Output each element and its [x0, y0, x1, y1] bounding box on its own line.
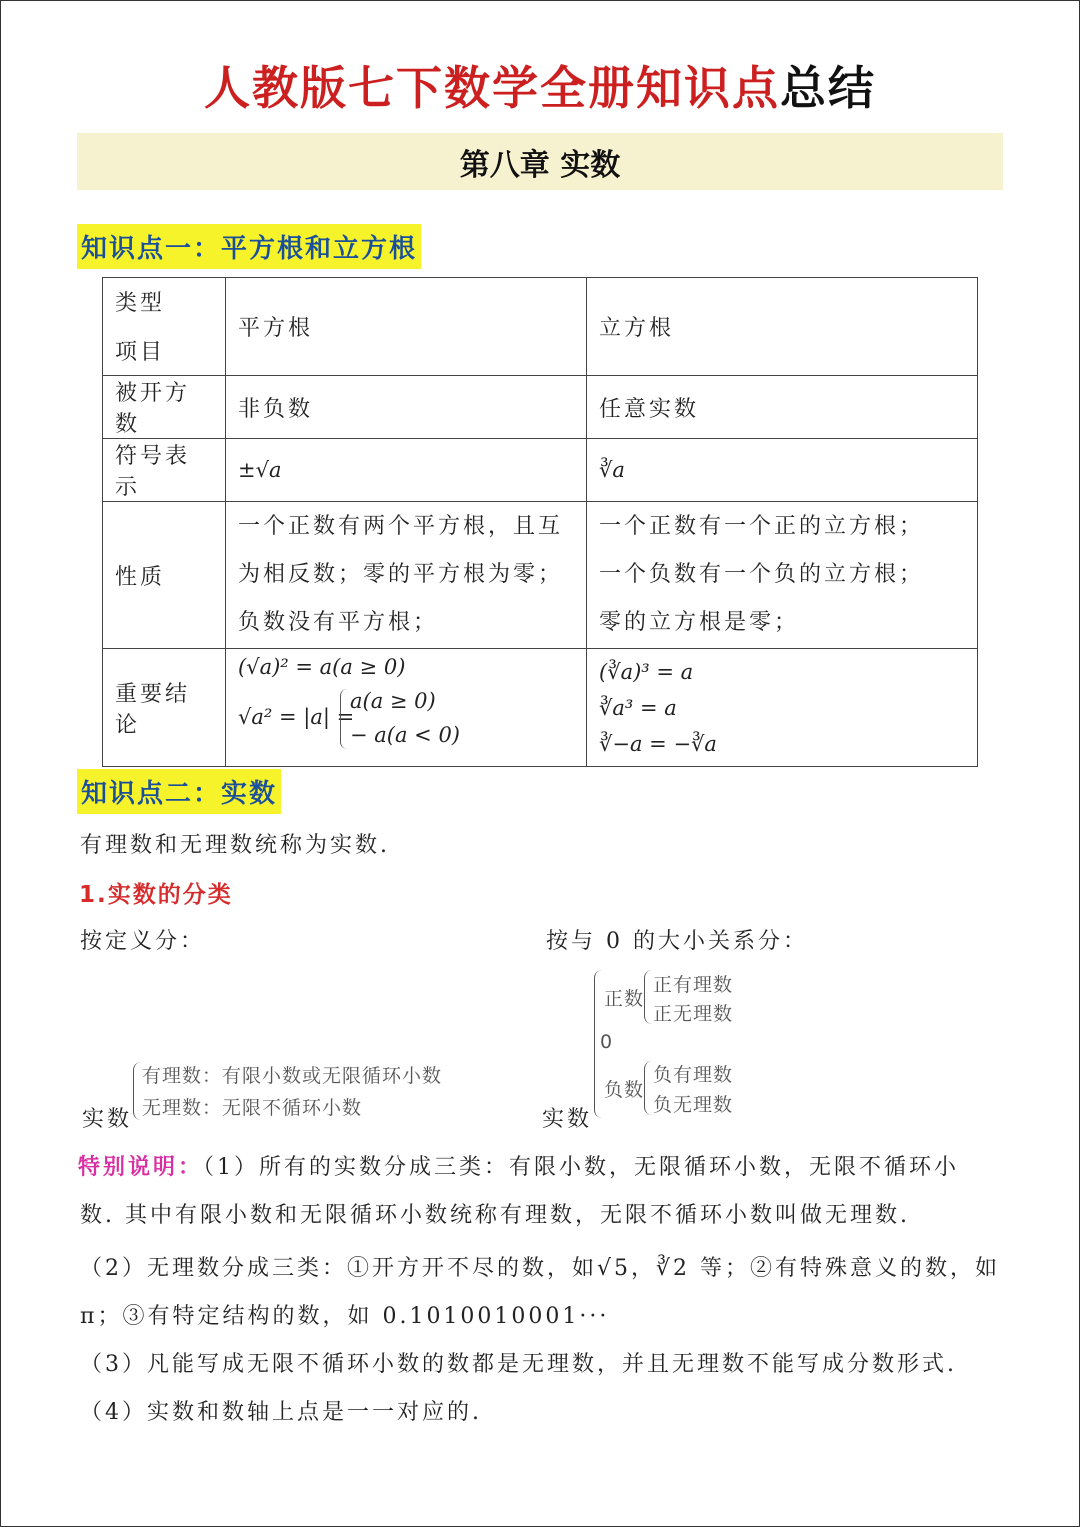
header-square-root: 平方根 [226, 278, 587, 376]
text-line: 一个正数有两个平方根，且互 [238, 514, 564, 539]
formula-cell: ±√a [226, 439, 587, 502]
by-zero-label: 按与 0 的大小关系分： [546, 929, 808, 954]
real-number-root: 实数 [82, 1107, 133, 1132]
class-item: 负无理数 [653, 1094, 734, 1116]
title-part-1: 人教版七下数学 [204, 61, 540, 115]
zero-label: 0 [600, 1031, 614, 1053]
real-number-root: 实数 [542, 1107, 593, 1132]
formula: (√a)² = a(a ≥ 0) [238, 655, 406, 679]
title-part-3: 总结 [780, 61, 876, 115]
row-label: 符号表示 [103, 439, 226, 502]
formula-cell [587, 649, 978, 767]
row-conclusion [103, 649, 978, 767]
row-label: 性质 [103, 502, 226, 649]
property-cell [226, 502, 587, 649]
cases-brace [340, 689, 347, 749]
kp1-heading: 知识点一：平方根和立方根 [77, 224, 421, 269]
subheading-classification: 1.实数的分类 [79, 882, 233, 908]
notes-label: 特别说明： [78, 1154, 204, 1180]
cell: 非负数 [226, 376, 587, 439]
text-line: 负数没有平方根； [238, 610, 439, 635]
row-property [103, 502, 978, 649]
property-cell [587, 502, 978, 649]
formula: √a² = |a| = [238, 705, 355, 729]
page-title [0, 52, 1080, 118]
note-1 [78, 1150, 959, 1181]
note-2-cont: π；③有特定结构的数，如 0.1010010001··· [80, 1304, 610, 1329]
table-header-row [103, 278, 978, 376]
formula-cell: ∛a [587, 439, 978, 502]
brace [644, 970, 652, 1024]
formula: ∛a³ = a [599, 695, 677, 720]
note-text: （1）所有的实数分成三类：有限小数，无限循环小数，无限不循环小 [203, 1155, 960, 1180]
by-definition-label: 按定义分： [80, 929, 206, 954]
corner-cell [103, 278, 226, 376]
text-line: 为相反数；零的平方根为零； [238, 562, 564, 587]
note-4: （4）实数和数轴上点是一一对应的. [80, 1400, 482, 1425]
text-line: 零的立方根是零； [599, 610, 800, 635]
formula: − a(a < 0) [350, 723, 461, 747]
class-item: 无理数：无限不循环小数 [142, 1097, 363, 1119]
text-line: 一个正数有一个正的立方根； [599, 514, 925, 539]
kp2-heading: 知识点二：实数 [77, 769, 281, 814]
class-item: 正无理数 [653, 1003, 734, 1025]
row-symbol [103, 439, 978, 502]
row-label: 重要结论 [103, 649, 226, 767]
formula: a(a ≥ 0) [350, 689, 436, 713]
row-radicand [103, 376, 978, 439]
formula: (∛a)³ = a [599, 659, 694, 684]
roots-table [102, 277, 978, 767]
brace [133, 1062, 142, 1120]
formula: ∛−a = −∛a [599, 731, 717, 756]
note-2: （2）无理数分成三类：①开方开不尽的数，如√5，∛2 等；②有特殊意义的数，如 [80, 1256, 1001, 1281]
chapter-heading: 第八章 实数 [77, 133, 1003, 190]
class-item: 负有理数 [653, 1064, 734, 1086]
cell: 任意实数 [587, 376, 978, 439]
brace [644, 1061, 652, 1115]
class-item: 正有理数 [653, 974, 734, 996]
title-part-2: 全册知识点 [540, 61, 780, 115]
kp2-intro: 有理数和无理数统称为实数. [80, 833, 390, 858]
header-cube-root: 立方根 [587, 278, 978, 376]
corner-bottom: 项目 [115, 340, 166, 365]
formula-cell [226, 649, 587, 767]
note-1-cont: 数. 其中有限小数和无限循环小数统称有理数，无限不循环小数叫做无理数. [80, 1203, 910, 1228]
positive-label: 正数 [604, 988, 645, 1010]
note-3: （3）凡能写成无限不循环小数的数都是无理数，并且无理数不能写成分数形式. [80, 1352, 957, 1377]
negative-label: 负数 [604, 1079, 645, 1101]
class-item: 有理数：有限小数或无限循环小数 [142, 1065, 443, 1087]
row-label: 被开方数 [103, 376, 226, 439]
text-line: 一个负数有一个负的立方根； [599, 562, 925, 587]
corner-top: 类型 [115, 291, 166, 316]
